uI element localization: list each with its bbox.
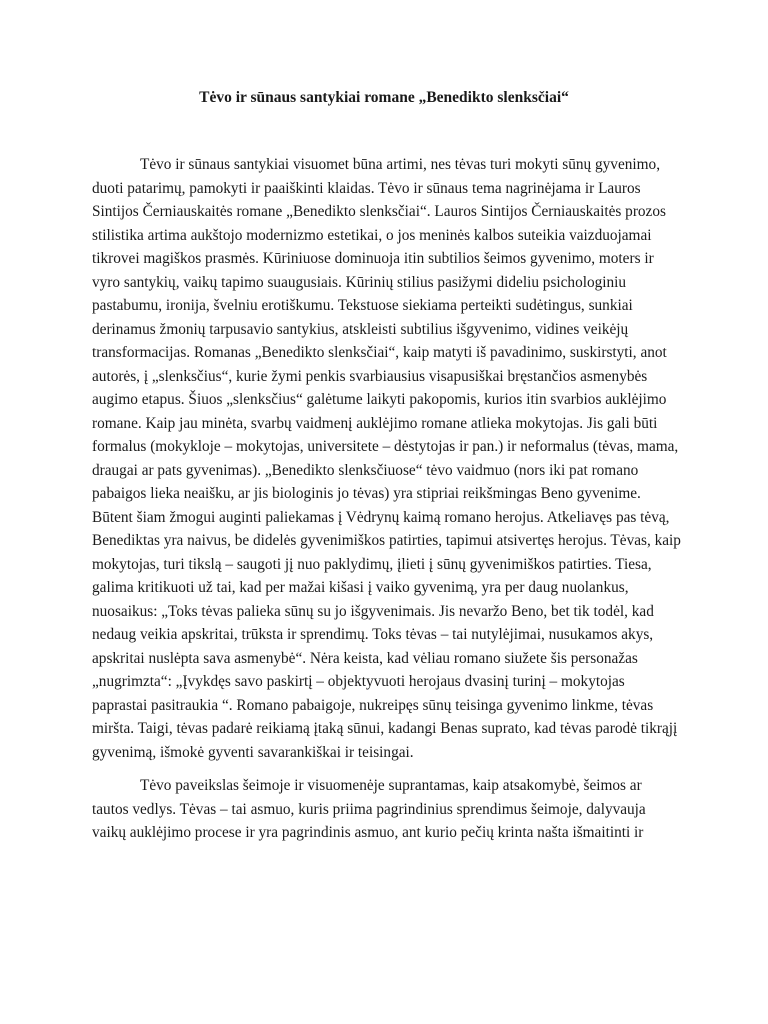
document-body (92, 153, 682, 845)
paragraph: Tėvo paveikslas šeimoje ir visuomenėje suprantamas, kaip atsakomybė, šeimos ar tautos vedlys. Tėvas – tai asmuo, kuris priima pagrindinius sprendimus šeimoje, dalyvauja vaikų auklėjimo procese ir yra pagrindinis asmuo, ant kurio pečių krinta našta išmaitinti ir (92, 777, 646, 841)
paragraph: Tėvo ir sūnaus santykiai visuomet būna artimi, nes tėvas turi mokyti sūnų gyvenimo, duoti patarimų, pamokyti ir paaiškinti klaidas. Tėvo ir sūnaus tema nagrinėjama ir Lauros Sintijos Černiauskaitės romane „Benedikto slenksčiai“. Lauros Sintijos Černiauskaitės prozos stilistika artima aukštojo modernizmo estetikai, o jos meninės kalbos suteikia vaizduojamai tikrovei magiškos prasmės. Kūriniuose dominuoja itin subtilios šeimos gyvenimo, moters ir vyro santykių, vaikų tapimo suaugusiais. Kūrinių stilius pasižymi dideliu psichologiniu pastabumu, ironija, švelniu erotiškumu. Tekstuose siekiama perteikti sudėtingus, sunkiai derinamus žmonių tarpusavio santykius, atskleisti subtilius išgyvenimo, vidines veikėjų transformacijas. Romanas „Benedikto slenksčiai“, kaip matyti iš pavadinimo, suskirstyti, anot autorės, į „slenksčius“, kurie žymi penkis svarbiausius visapusiškai bręstančios asmenybės augimo etapus. Šiuos „slenksčius“ galėtume laikyti pakopomis, kurios itin svarbios auklėjimo romane. Kaip jau minėta, svarbų vaidmenį auklėjimo romane atlieka mokytojas. Jis gali būti formalus (mokykloje – mokytojas, universitete – dėstytojas ir pan.) ir neformalus (tėvas, mama, draugai ar pats gyvenimas). „Benedikto slenksčiuose“ tėvo vaidmuo (nors iki pat romano pabaigos lieka neaišku, ar jis biologinis jo tėvas) yra stipriai reikšmingas Beno gyvenime. Būtent šiam žmogui auginti paliekamas į Vėdrynų kaimą romano herojus. Atkeliavęs pas tėvą, Benediktas yra naivus, be didelės gyvenimiškos patirties, tapimui atsivertęs herojus. Tėvas, kaip mokytojas, turi tikslą – saugoti jį nuo paklydimų, įlieti į sūnų gyvenimiškos patirties. Tiesa, galima kritikuoti už tai, kad per mažai kišasi į vaiko gyvenimą, yra per daug nuolankus, nuosaikus: „Toks tėvas palieka sūnų su jo išgyvenimais. Jis nevaržo Beno, bet tik todėl, kad nedaug veikia apskritai, trūksta ir sprendimų. Toks tėvas – tai nutylėjimai, nusukamos akys, apskritai nuslėpta sava asmenybė“. Nėra keista, kad vėliau romano siužete šis personažas „nugrimzta“: „Įvykdęs savo paskirtį – objektyvuoti herojaus dvasinį turinį – mokytojas paprastai pasitraukia “. Romano pabaigoje, nukreipęs sūnų teisinga gyvenimo linkme, tėvas miršta. Taigi, tėvas padarė reikiamą įtaką sūnui, kadangi Benas suprato, kad tėvas parodė tikrąjį gyvenimą, išmokė gyventi savarankiškai ir teisingai. (92, 156, 681, 761)
document-title: Tėvo ir sūnaus santykiai romane „Benedikto slenksčiai“ (199, 89, 569, 106)
